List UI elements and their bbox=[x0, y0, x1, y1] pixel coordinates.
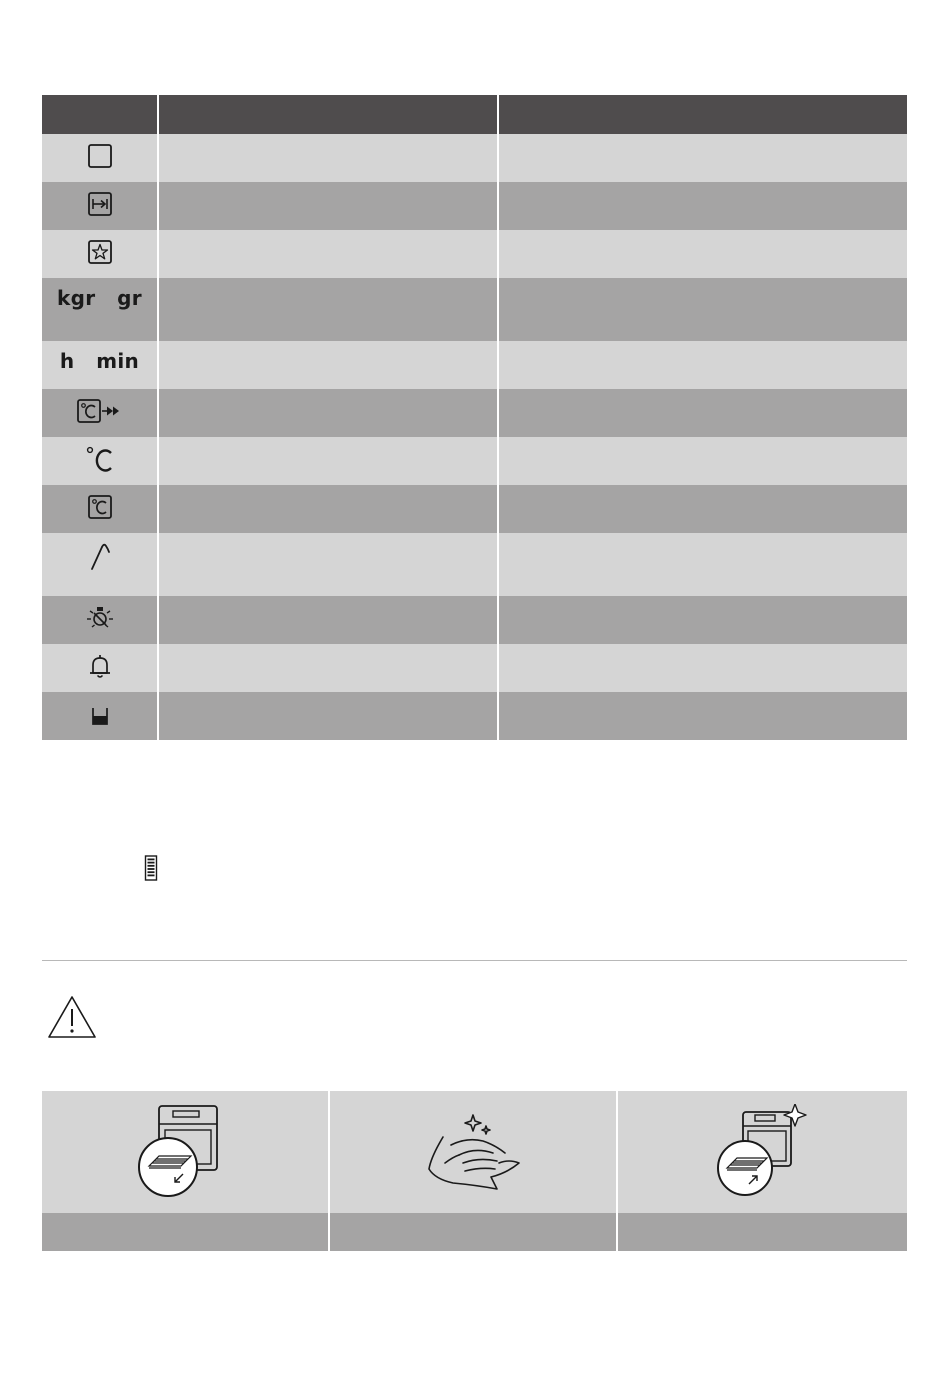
symbol-cell bbox=[42, 230, 159, 278]
table-row bbox=[42, 230, 907, 278]
symbol-cell bbox=[42, 533, 159, 596]
function-cell bbox=[159, 533, 499, 596]
description-cell bbox=[499, 230, 907, 278]
star-box-icon bbox=[87, 239, 113, 265]
time-units-symbol: h min bbox=[59, 349, 140, 373]
table-row bbox=[42, 341, 907, 389]
description-cell bbox=[499, 692, 907, 740]
weight-units-symbol: kgr gr bbox=[57, 286, 142, 310]
cleaning-step-caption-bar bbox=[618, 1213, 907, 1251]
description-cell bbox=[499, 485, 907, 533]
function-cell bbox=[159, 485, 499, 533]
symbol-cell bbox=[42, 485, 159, 533]
water-tank-icon bbox=[87, 703, 113, 729]
hand-cloth-clean-icon bbox=[423, 1107, 523, 1197]
description-cell bbox=[499, 533, 907, 596]
header-cell-function bbox=[159, 95, 499, 134]
description-cell bbox=[499, 644, 907, 692]
celsius-box-icon bbox=[87, 494, 113, 520]
header-cell-description bbox=[499, 95, 907, 134]
oven-remove-shelf-icon bbox=[135, 1104, 235, 1200]
square-icon bbox=[87, 143, 113, 169]
function-cell bbox=[159, 182, 499, 230]
cleaning-step-caption-bar bbox=[330, 1213, 616, 1251]
table-row bbox=[42, 278, 907, 341]
symbol-cell bbox=[42, 644, 159, 692]
table-row bbox=[42, 644, 907, 692]
function-cell bbox=[159, 389, 499, 437]
section-divider bbox=[42, 960, 907, 961]
symbol-cell bbox=[42, 389, 159, 437]
description-cell bbox=[499, 437, 907, 485]
indicator-table bbox=[42, 95, 907, 740]
description-cell bbox=[499, 182, 907, 230]
celsius-icon bbox=[85, 445, 115, 475]
symbol-cell bbox=[42, 692, 159, 740]
table-row bbox=[42, 437, 907, 485]
cleaning-step-illustration bbox=[330, 1091, 616, 1213]
description-cell bbox=[499, 134, 907, 182]
cleaning-step-illustration bbox=[42, 1091, 328, 1213]
symbol-cell bbox=[42, 134, 159, 182]
table-row bbox=[42, 596, 907, 644]
table-row bbox=[42, 533, 907, 596]
warning-triangle-icon bbox=[46, 994, 98, 1040]
function-cell bbox=[159, 692, 499, 740]
celsius-fast-arrows-icon bbox=[76, 398, 124, 424]
symbol-cell bbox=[42, 596, 159, 644]
function-cell bbox=[159, 341, 499, 389]
cleaning-steps bbox=[42, 1091, 907, 1251]
table-row bbox=[42, 182, 907, 230]
table-row bbox=[42, 134, 907, 182]
function-cell bbox=[159, 596, 499, 644]
header-cell-symbol bbox=[42, 95, 159, 134]
description-cell bbox=[499, 341, 907, 389]
symbol-cell bbox=[42, 437, 159, 485]
cleaning-step-1 bbox=[42, 1091, 330, 1251]
symbol-cell bbox=[42, 278, 159, 341]
cleaning-step-illustration bbox=[618, 1091, 907, 1213]
cleaning-step-3 bbox=[618, 1091, 907, 1251]
symbol-cell bbox=[42, 182, 159, 230]
arrow-to-bar-icon bbox=[87, 191, 113, 217]
oven-insert-shelf-icon bbox=[713, 1104, 813, 1200]
display-bars-icon bbox=[144, 855, 158, 881]
function-cell bbox=[159, 278, 499, 341]
function-cell bbox=[159, 230, 499, 278]
table-header-row bbox=[42, 95, 907, 134]
cleaning-step-2 bbox=[330, 1091, 618, 1251]
table-row bbox=[42, 692, 907, 740]
table-row bbox=[42, 485, 907, 533]
lamp-off-icon bbox=[85, 605, 115, 633]
table-row bbox=[42, 389, 907, 437]
meat-probe-icon bbox=[87, 541, 113, 571]
symbol-cell bbox=[42, 341, 159, 389]
description-cell bbox=[499, 389, 907, 437]
function-cell bbox=[159, 437, 499, 485]
cleaning-step-caption-bar bbox=[42, 1213, 328, 1251]
function-cell bbox=[159, 644, 499, 692]
description-cell bbox=[499, 596, 907, 644]
bell-icon bbox=[87, 653, 113, 681]
function-cell bbox=[159, 134, 499, 182]
description-cell bbox=[499, 278, 907, 341]
